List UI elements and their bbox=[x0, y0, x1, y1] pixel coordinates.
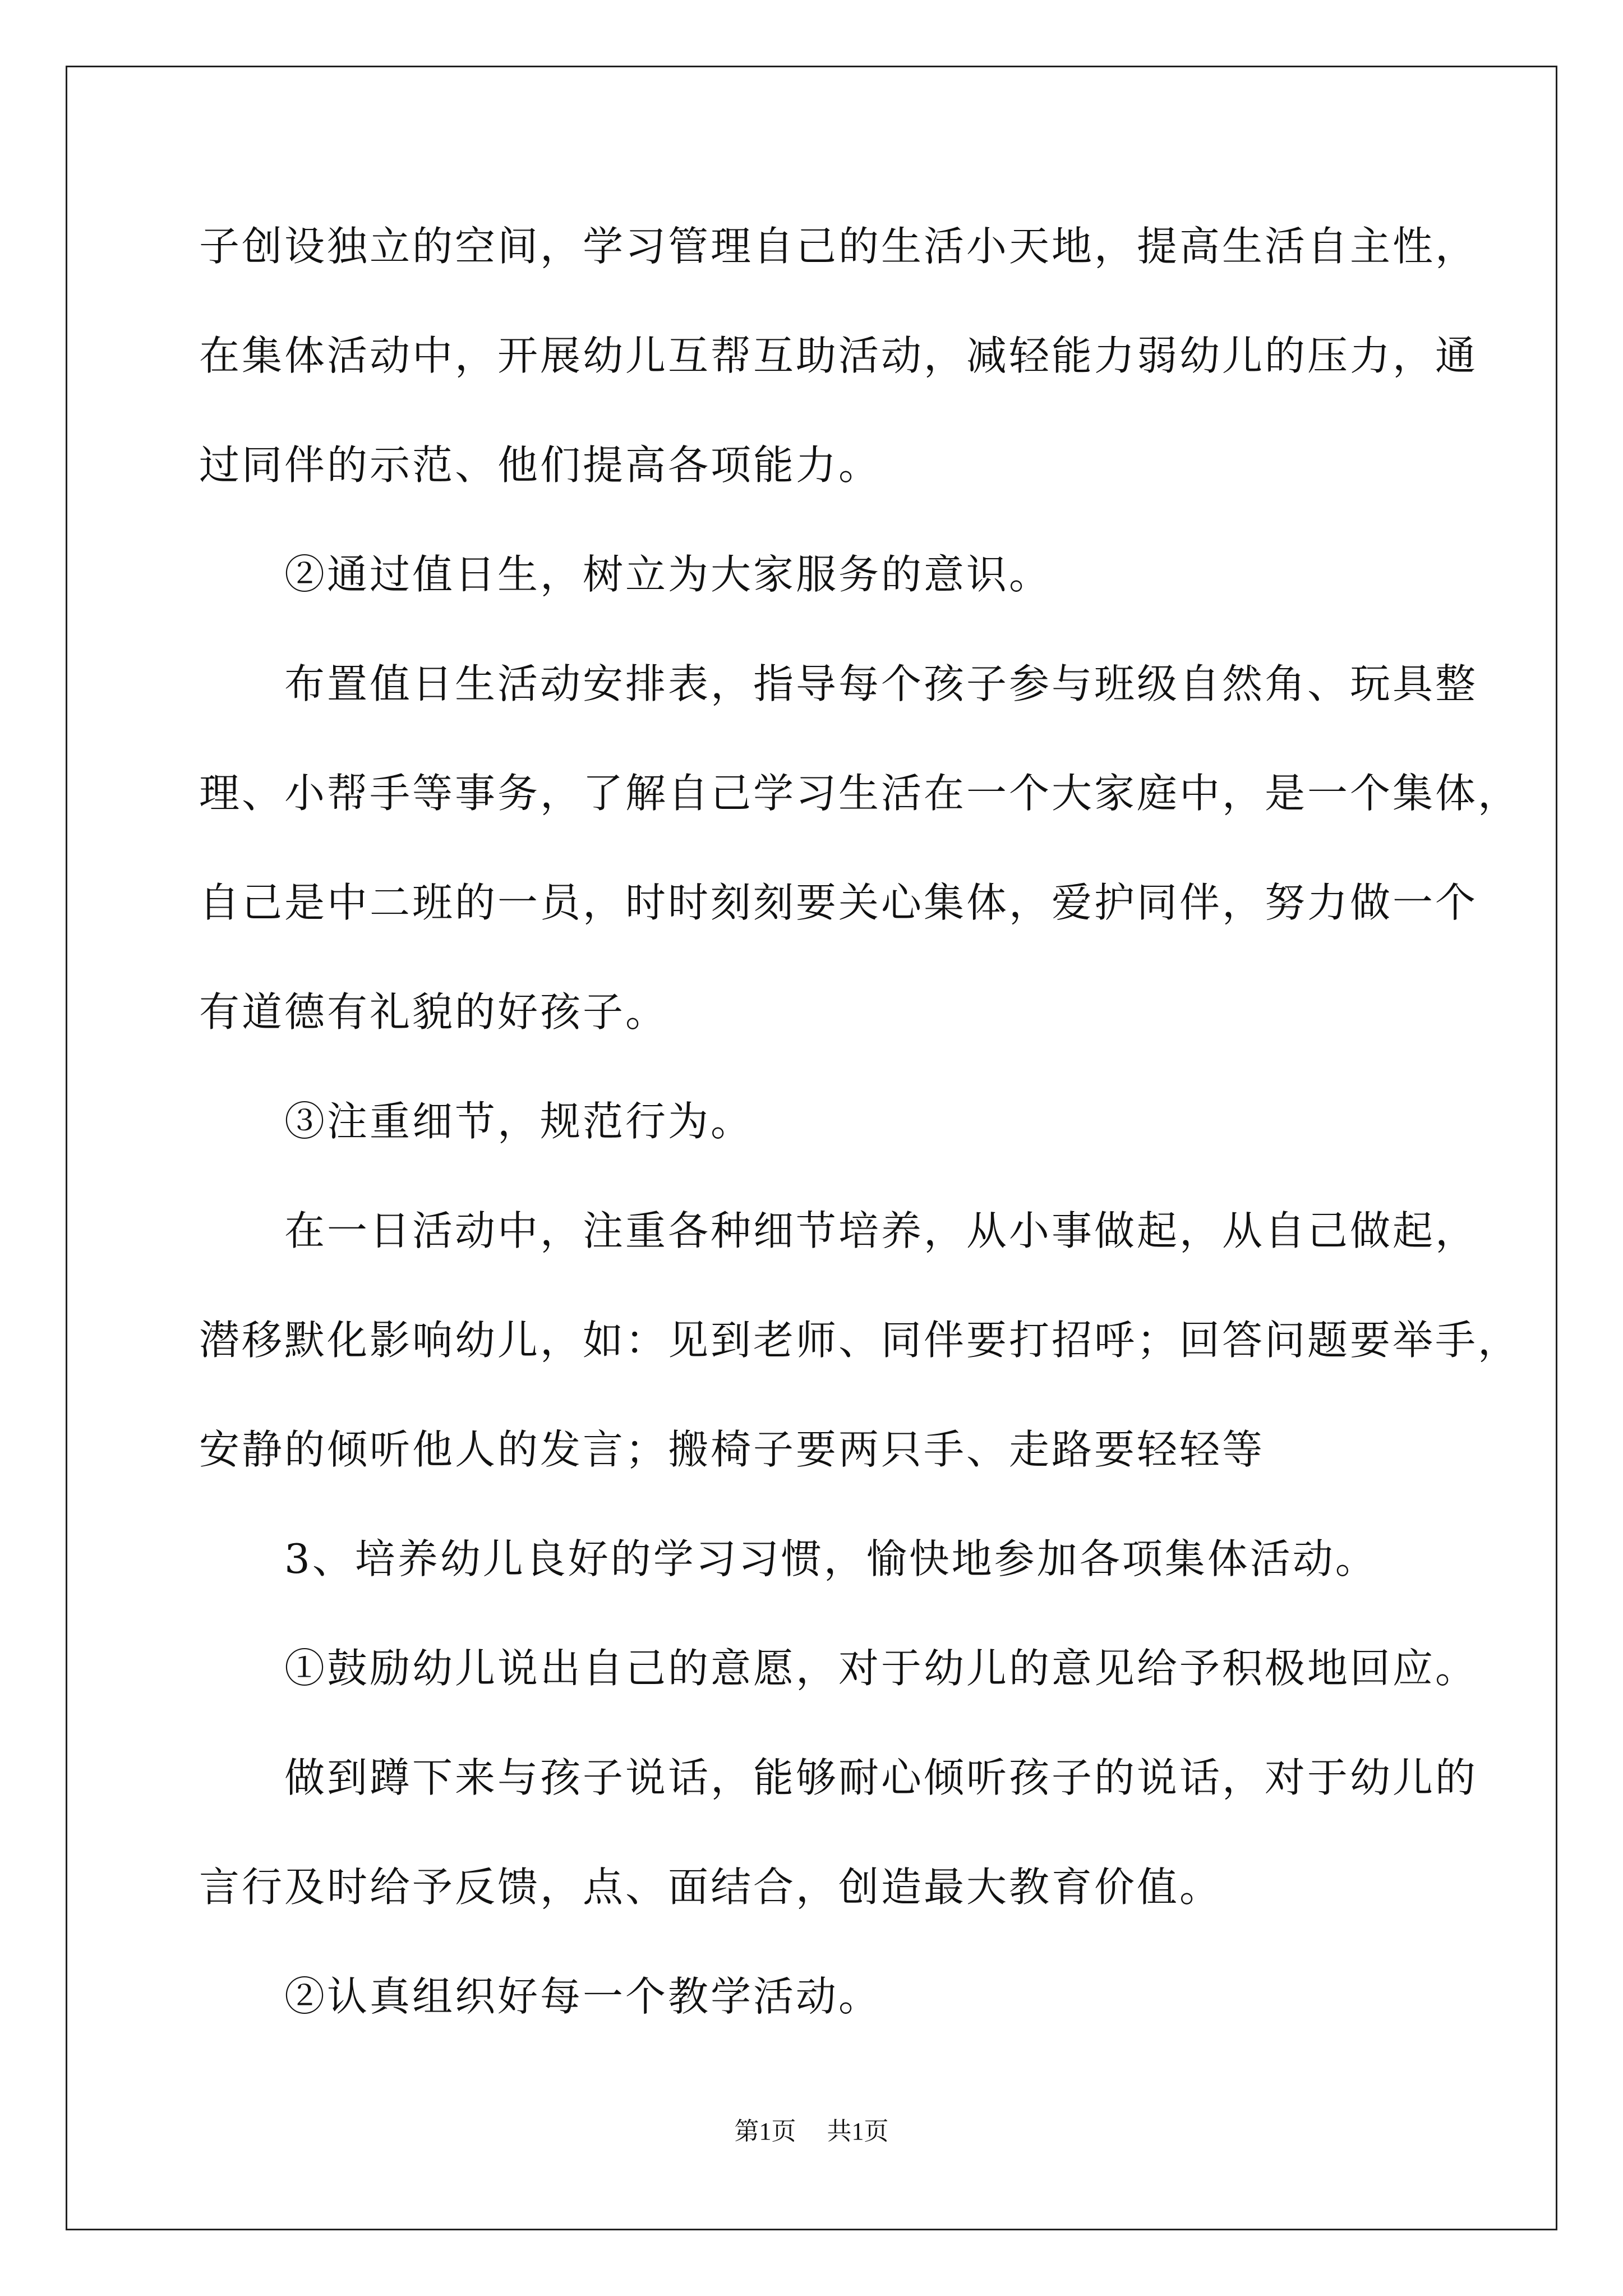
body-line-3: 过同伴的示范、他们提高各项能力。 bbox=[199, 441, 882, 489]
page-footer bbox=[0, 2118, 1623, 2146]
body-line-2: 在集体活动中，开展幼儿互帮互助活动，减轻能力弱幼儿的压力，通 bbox=[199, 332, 1478, 379]
body-line-11: 潜移默化影响幼儿，如：见到老师、同伴要打招呼；回答问题要举手， bbox=[199, 1317, 1521, 1364]
body-line-8: 有道德有礼貌的好孩子。 bbox=[199, 988, 668, 1036]
body-line-5: 布置值日生活动安排表，指导每个孩子参与班级自然角、玩具整 bbox=[199, 660, 1478, 707]
body-line-15: 做到蹲下来与孩子说话，能够耐心倾听孩子的说话，对于幼儿的 bbox=[199, 1754, 1478, 1801]
body-line-4: ②通过值日生，树立为大家服务的意识。 bbox=[199, 551, 1052, 598]
body-line-12: 安静的倾听他人的发言；搬椅子要两只手、走路要轻轻等 bbox=[199, 1426, 1265, 1473]
body-line-14: ①鼓励幼儿说出自己的意愿，对于幼儿的意见给予积极地回应。 bbox=[199, 1645, 1478, 1692]
page-number: 第1页 bbox=[734, 2118, 796, 2145]
body-line-17: ②认真组织好每一个教学活动。 bbox=[199, 1973, 882, 2020]
body-line-10: 在一日活动中，注重各种细节培养，从小事做起，从自己做起， bbox=[199, 1207, 1478, 1254]
body-line-1: 子创设独立的空间，学习管理自己的生活小天地，提高生活自主性， bbox=[199, 223, 1478, 270]
page-total: 共1页 bbox=[827, 2118, 889, 2145]
body-line-6: 理、小帮手等事务，了解自己学习生活在一个大家庭中，是一个集体， bbox=[199, 770, 1521, 817]
body-line-9: ③注重细节，规范行为。 bbox=[199, 1098, 754, 1145]
body-line-7: 自己是中二班的一员，时时刻刻要关心集体，爱护同伴，努力做一个 bbox=[199, 879, 1478, 926]
body-line-16: 言行及时给予反馈，点、面结合，创造最大教育价值。 bbox=[199, 1864, 1223, 1911]
body-line-13: 3、培养幼儿良好的学习习惯，愉快地参加各项集体活动。 bbox=[199, 1535, 1378, 1582]
